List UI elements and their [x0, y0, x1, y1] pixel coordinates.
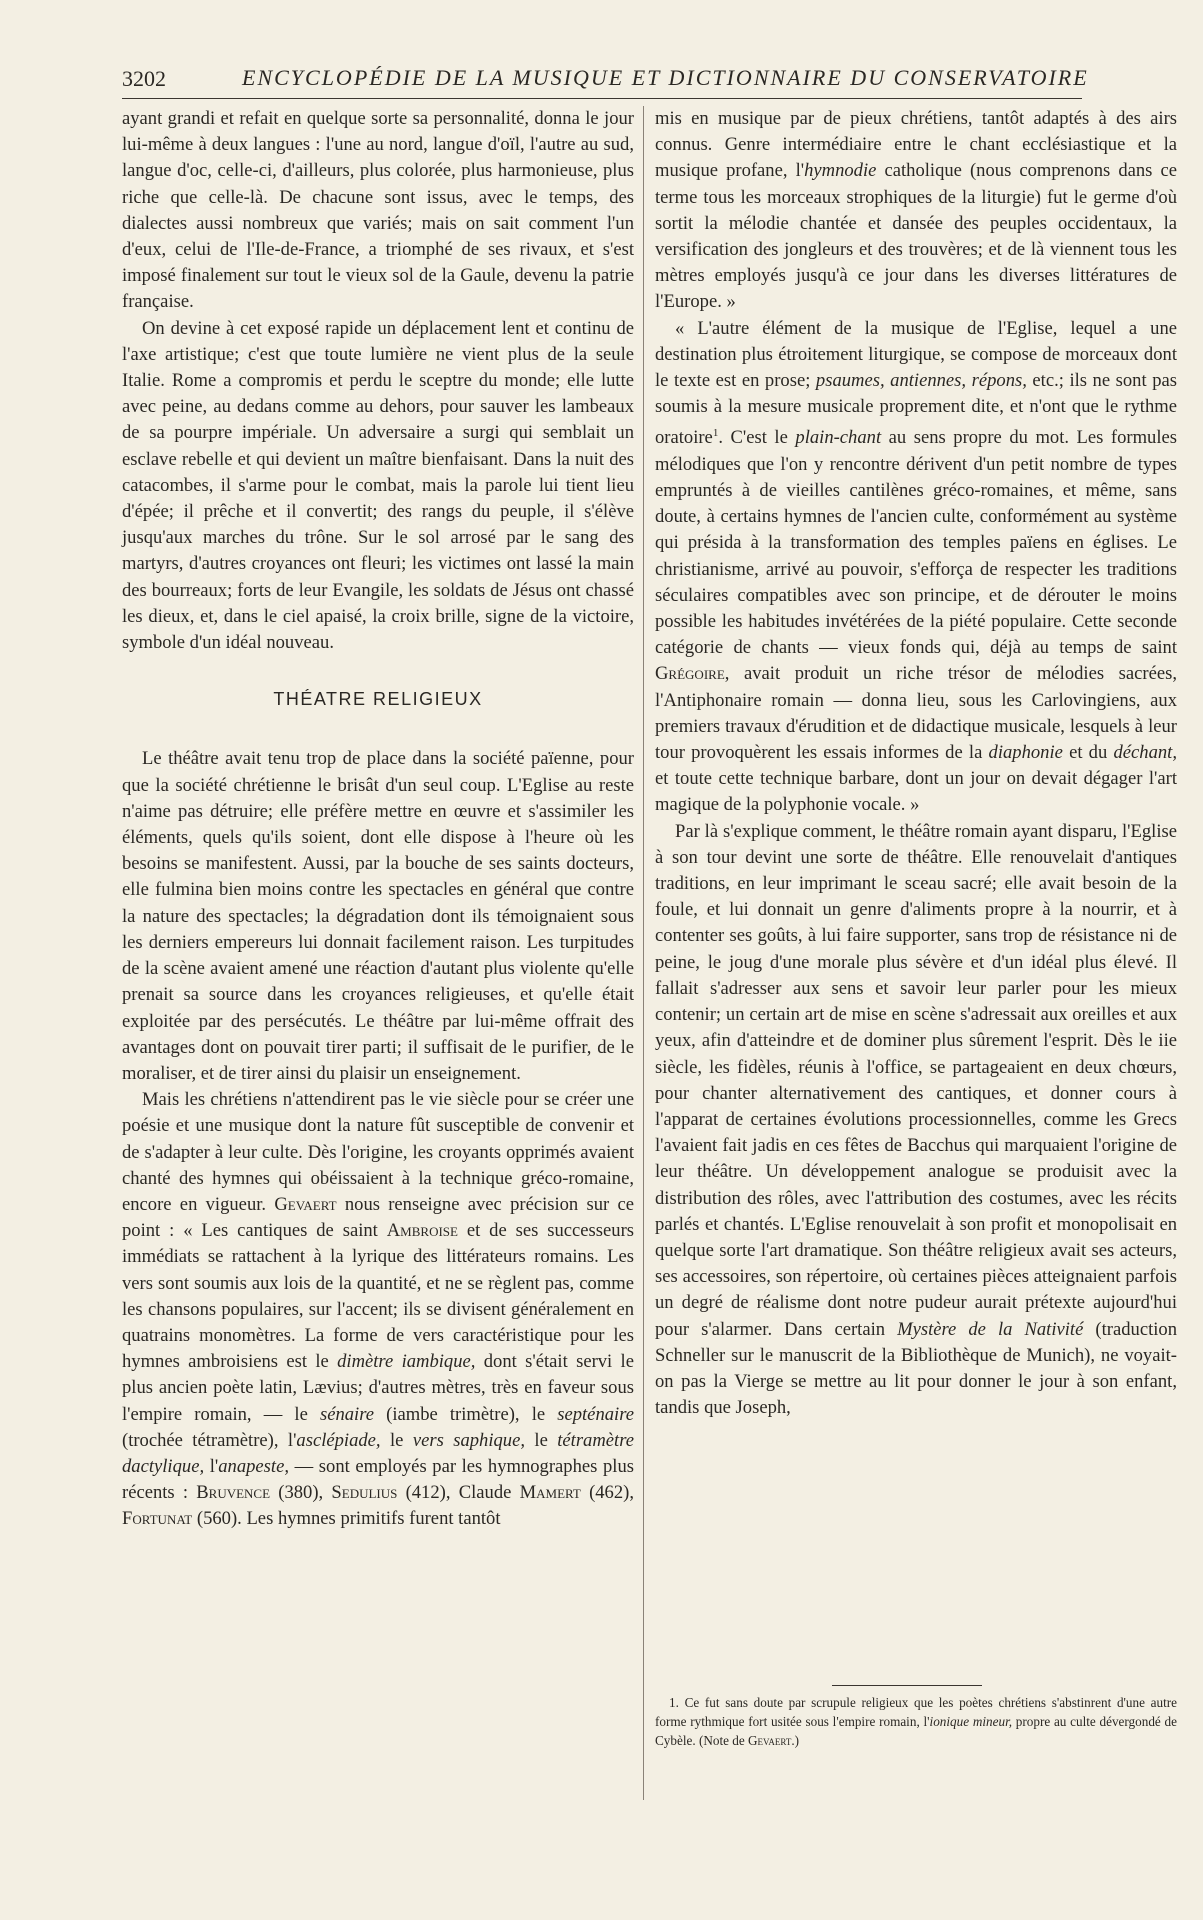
footnote	[655, 1693, 1177, 1750]
author-name: Ambroise	[386, 1220, 458, 1242]
italic-term: Mystère de la Nativité	[897, 1318, 1084, 1340]
italic-term: hymnodie	[804, 160, 877, 182]
italic-term: sénaire	[319, 1403, 375, 1425]
author-name: Sedulius	[331, 1482, 398, 1504]
footnote-text: 1. Ce fut sans doute par scrupule religieux que les poètes chrétiens s'abstinrent d'une autre forme rythmique fort usitée sous l'empire romain, l'ionique mineur, propre au culte dévergondé de Cybèle. (Note de Gevaert.)	[655, 1695, 1177, 1748]
column-divider	[643, 106, 644, 1800]
italic-term: anapeste,	[218, 1455, 289, 1477]
paragraph: Mais les chrétiens n'attendirent pas le vie siècle pour se créer une poésie et une musique dont la nature fût susceptible de convenir et de s'adapter à leur culte. Dès l'origine, les croyants opprimés avaient chanté des hymnes qui obéissaient à la technique gréco-romaine, encore en vigueur. Gevaert nous renseigne avec précision sur ce point : « Les cantiques de saint Ambroise et de ses successeurs immédiats se rattachent à la lyrique des littérateurs romains. Les vers sont soumis aux lois de la quantité, et ne se règlent pas, comme les chansons populaires, sur l'accent; ils se divisent généralement en quatrains monomètres. La forme de vers caractéristique pour les hymnes ambroisiens est le dimètre iambique, dont s'était servi le plus ancien poète latin, Lævius; d'autres mètres, très en faveur sous l'empire romain, — le sénaire (iambe trimètre), le septénaire (trochée tétramètre), l'asclépiade, le vers saphique, le tétramètre dactylique, l'anapeste, — sont employés par les hymnographes plus récents : Bruvence (380), Sedulius (412), Claude Mamert (462), Fortunat (560). Les hymnes primitifs furent tantôt	[122, 1089, 634, 1530]
italic-term: psaumes, antiennes, répons,	[815, 370, 1027, 392]
italic-term: asclépiade,	[296, 1429, 381, 1451]
italic-term: dimètre iambique,	[337, 1351, 476, 1373]
section-heading: THÉATRE RELIGIEUX	[273, 689, 483, 710]
italic-term: tétramètre dactylique,	[122, 1429, 634, 1477]
paragraph: « L'autre élément de la musique de l'Eglise, lequel a une destination plus étroitement liturgique, se compose de morceaux dont le texte est en prose; psaumes, antiennes, répons, etc.; ils ne sont pas soumis à la mesure musicale proprement dite, et n'ont que le rythme oratoire$^1$. C'est le plain-chant au sens propre du mot. Les formules mélodiques que l'on y rencontre dérivent d'un petit nombre de types empruntés à de vieilles cantilènes gréco-romaines, et même, sans doute, à certains hymnes de l'ancien culte, conformément au système qui présida à la transformation des temples païens en églises. Le christianisme, arrivé au pouvoir, s'efforça de respecter les traditions séculaires compatibles avec son principe, et de dérouter le moins possible les habitudes invétérées de la piété populaire. Cette seconde catégorie de chants — vieux fonds qui, déjà au temps de saint Grégoire, avait produit un riche trésor de mélodies sacrées, l'Antiphonaire romain — donna lieu, sous les Carlovingiens, aux premiers travaux d'érudition et de didactique musicale, lesquels à leur tour provoquèrent les essais informes de la diaphonie et du déchant, et toute cette technique barbare, dont un jour on devait dégager l'art magique de la polyphonie vocale. »	[655, 317, 1178, 816]
italic-term: septénaire	[557, 1403, 634, 1425]
left-column	[122, 106, 634, 1533]
italic-term: déchant,	[1113, 742, 1177, 764]
italic-term: diaphonie	[988, 742, 1063, 764]
author-name: Bruvence	[196, 1482, 271, 1504]
page-number: 3202	[122, 66, 166, 91]
italic-term: ionique mineur,	[929, 1714, 1013, 1729]
paragraph: ayant grandi et refait en quelque sorte sa personnalité, donna le jour lui-même à deux langues : l'une au nord, langue d'oïl, l'autre au sud, langue d'oc, celle-ci, d'ailleurs, plus colorée, plus harmonieuse, plus riche que celle-là. De chacune sont issus, avec le temps, des dialectes aussi nombreux que variés; mais on sait comment l'un d'eux, celui de l'Ile-de-France, a triomphé de ses rivaux, et s'est imposé finalement sur tout le vieux sol de la Gaule, devenu la patrie française.	[122, 108, 634, 313]
author-name: Mamert	[519, 1482, 581, 1504]
paragraph: mis en musique par de pieux chrétiens, tantôt adaptés à des airs connus. Genre intermédiaire entre le chant ecclésiastique et la musique profane, l'hymnodie catholique (nous comprenons dans ce terme tous les morceaux strophiques de la liturgie) fut le germe d'où sortit la mélodie chantée et dansée des peuples occidentaux, la versification des jongleurs et des trouvères; et de là viennent tous les mètres employés jusqu'à ce jour dans les diverses littératures de l'Europe. »	[655, 108, 1177, 313]
author-name: Gevaert	[748, 1733, 792, 1748]
italic-term: vers saphique,	[412, 1429, 525, 1451]
paragraph: Le théâtre avait tenu trop de place dans la société païenne, pour que la société chrétienne le brisât d'un seul coup. L'Eglise au reste n'aime pas détruire; elle préfère mettre en œuvre et s'assimiler les éléments, quels qu'ils soient, dont elle dispose à l'heure où les besoins se manifestent. Aussi, par la bouche de ses saints docteurs, elle fulmina bien moins contre les spectacles en général que contre la nature des spectacles; la dégradation dont ils témoignaient sous les derniers empereurs lui donnait facilement raison. Les turpitudes de la scène avaient amené une réaction d'autant plus violente qu'elle prenait sa source dans les croyances religieuses, et qu'elle était exploitée par des persécutés. Le théâtre par lui-même offrait des avantages dont on pouvait tirer parti; il suffisait de le purifier, de le moraliser, et de tirer ainsi du plaisir un enseignement.	[122, 748, 634, 1084]
footnote-rule	[832, 1685, 982, 1686]
italic-term: plain-chant	[795, 427, 882, 449]
author-name: Grégoire	[655, 663, 725, 685]
paragraph: Par là s'explique comment, le théâtre romain ayant disparu, l'Eglise à son tour devint une sorte de théâtre. Elle renouvelait d'antiques traditions, en leur imprimant le sceau sacré; elle avait besoin de la foule, et lui donnait un genre d'aliments propre à la nourrir, et à contenter ses goûts, à lui faire supporter, sans trop de résistance ni de peine, le joug d'une morale plus sévère et d'un idéal plus élevé. Il fallait s'adresser aux sens et savoir leur parler pour les mieux contenir; un certain art de mise en scène s'adressait aux oreilles et aux yeux, afin d'atteindre et de dominer plus sûrement l'esprit. Dès le iie siècle, les fidèles, réunis à l'office, se partageaient en deux chœurs, pour chanter alternativement des cantiques, et donner cours à l'apparat de certaines évolutions processionnelles, comme les Grecs l'avaient fait jadis en ces fêtes de Bacchus qui marquaient l'origine de leur théâtre. Un développement analogue se produisit avec la distribution des rôles, avec l'attribution des costumes, avec les récits parlés et chantés. L'Eglise renouvelait à son profit et monopolisait en quelque sorte l'art dramatique. Son théâtre religieux avait ses acteurs, ses accessoires, son répertoire, où certaines pièces atteignaient parfois un degré de réalisme dont notre pudeur aurait prétexte aujourd'hui pour s'alarmer. Dans certain Mystère de la Nativité (traduction Schneller sur le manuscrit de la Bibliothèque de Munich), ne voyait-on pas la Vierge se mettre au lit pour donner le jour à son enfant, tandis que Joseph,	[655, 820, 1177, 1419]
right-column	[655, 106, 1177, 1421]
author-name: Gevaert	[274, 1193, 337, 1215]
running-title: ENCYCLOPÉDIE DE LA MUSIQUE ET DICTIONNAIRE DU CONSERVATOIRE	[242, 65, 1089, 90]
author-name: Fortunat	[122, 1508, 193, 1530]
page-header	[122, 64, 1089, 99]
paragraph: On devine à cet exposé rapide un déplacement lent et continu de l'axe artistique; c'est que toute lumière ne vient plus de la seule Italie. Rome a compromis et perdu le sceptre du monde; elle lutte avec peine, au dedans comme au dehors, pour sauver les lambeaux de sa pourpre impériale. Un adversaire a surgi qui semblait un esclave rebelle et qui devient un maître bienfaisant. Dans la nuit des catacombes, il s'arme pour le combat, mais la parole lui tient lieu d'épée; il prêche et il convertit; des rangs du peuple, il s'élève jusqu'aux marches du trône. Sur le sol arrosé par le sang des martyrs, d'autres croyances ont fleuri; les victimes ont lassé la main des bourreaux; forts de leur Evangile, les soldats de Jésus ont chassé les dieux, et, dans le ciel apaisé, la croix brille, signe de la victoire, symbole d'un idéal nouveau.	[122, 317, 634, 654]
footnote-reference: 1	[712, 427, 719, 440]
